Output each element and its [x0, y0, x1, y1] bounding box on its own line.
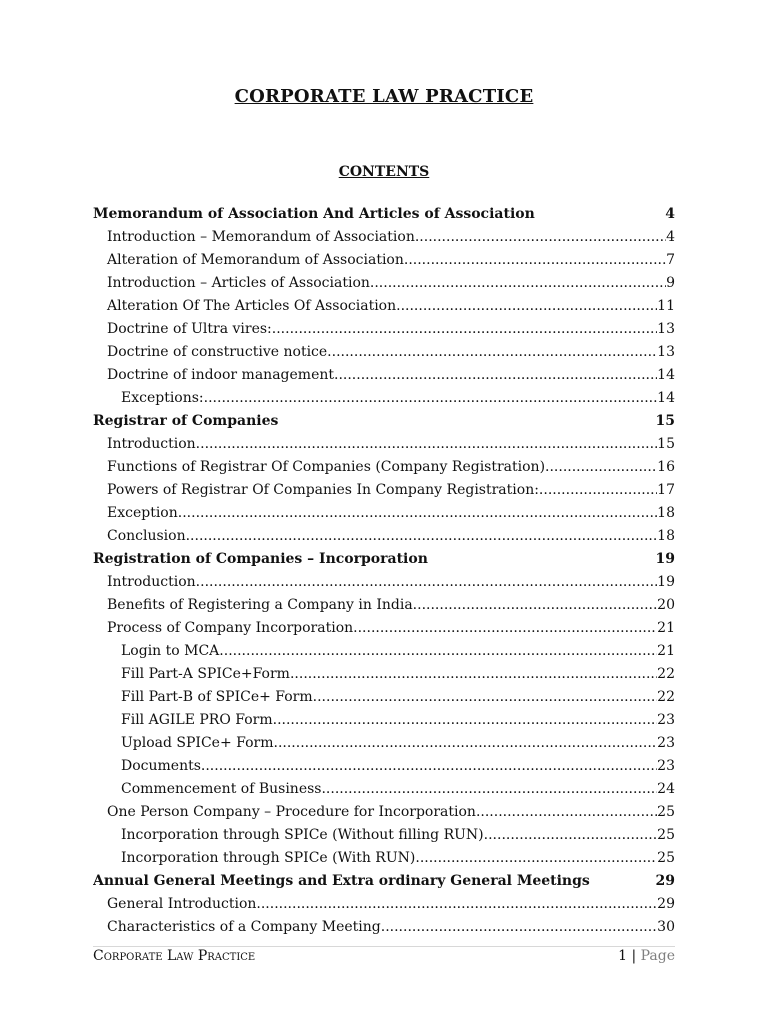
- toc-entry-label: Doctrine of indoor management: [107, 367, 334, 383]
- toc-dot-leader: [353, 617, 657, 640]
- toc-dot-leader: [484, 824, 658, 847]
- toc-entry-page-number: 22: [657, 666, 675, 682]
- toc-entry-label: Fill AGILE PRO Form: [121, 712, 273, 728]
- toc-entry-page-number: 9: [666, 275, 675, 291]
- toc-entry-page-number: 14: [657, 367, 675, 383]
- toc-dot-leader: [273, 709, 658, 732]
- toc-dot-leader: [545, 456, 657, 479]
- toc-entry-label: One Person Company – Procedure for Incorporation: [107, 804, 476, 820]
- toc-entry[interactable]: [93, 272, 675, 295]
- toc-entry[interactable]: [93, 893, 675, 916]
- toc-entry[interactable]: [93, 778, 675, 801]
- toc-entry-page-number: 13: [657, 344, 675, 360]
- toc-entry-page-number: 25: [657, 827, 675, 843]
- toc-entry[interactable]: [93, 571, 675, 594]
- toc-entry-page-number: 30: [657, 919, 675, 935]
- toc-entry[interactable]: [93, 456, 675, 479]
- toc-dot-leader: [396, 295, 657, 318]
- toc-entry-page-number: 14: [657, 390, 675, 406]
- toc-dot-leader: [415, 847, 657, 870]
- toc-entry-label: Login to MCA: [121, 643, 220, 659]
- toc-entry-label: Fill Part-B of SPICe+ Form: [121, 689, 313, 705]
- toc-entry-page-number: 21: [657, 643, 675, 659]
- toc-entry-label: Documents: [121, 758, 201, 774]
- toc-dot-leader: [415, 226, 666, 249]
- toc-entry[interactable]: [93, 502, 675, 525]
- toc-dot-leader: [290, 663, 657, 686]
- toc-section-heading[interactable]: [93, 548, 675, 571]
- toc-entry-page-number: 23: [657, 758, 675, 774]
- toc-entry-label: Exception: [107, 505, 178, 521]
- toc-entry-page-number: 4: [666, 229, 675, 245]
- toc-dot-leader: [381, 916, 657, 939]
- toc-entry[interactable]: [93, 318, 675, 341]
- toc-entry-label: Introduction: [107, 574, 196, 590]
- toc-dot-leader: [196, 433, 658, 456]
- toc-dot-leader: [321, 778, 657, 801]
- toc-entry[interactable]: [93, 249, 675, 272]
- toc-entry[interactable]: [93, 640, 675, 663]
- toc-entry[interactable]: [93, 433, 675, 456]
- toc-dot-leader: [272, 318, 657, 341]
- toc-entry-page-number: 20: [657, 597, 675, 613]
- toc-dot-leader: [196, 571, 658, 594]
- toc-entry[interactable]: [93, 801, 675, 824]
- table-of-contents: [93, 203, 675, 939]
- toc-dot-leader: [413, 594, 658, 617]
- toc-entry-page-number: 16: [657, 459, 675, 475]
- toc-entry-label: Process of Company Incorporation: [107, 620, 354, 636]
- toc-entry-page-number: 21: [657, 620, 675, 636]
- toc-dot-leader: [370, 272, 666, 295]
- toc-entry-label: Functions of Registrar Of Companies (Company Registration): [107, 459, 546, 475]
- toc-section-heading[interactable]: [93, 410, 675, 433]
- toc-entry-label: Doctrine of Ultra vires:: [107, 321, 272, 337]
- toc-section-heading[interactable]: [93, 203, 675, 226]
- footer-separator: |: [631, 948, 637, 964]
- toc-dot-leader: [201, 755, 657, 778]
- toc-entry-label: Characteristics of a Company Meeting: [107, 919, 381, 935]
- toc-dot-leader: [313, 686, 658, 709]
- document-title: CORPORATE LAW PRACTICE: [234, 86, 534, 107]
- toc-dot-leader: [476, 801, 657, 824]
- toc-entry-label: Incorporation through SPICe (With RUN): [121, 850, 416, 866]
- toc-entry-label: Registration of Companies – Incorporation: [93, 551, 428, 567]
- toc-dot-leader: [404, 249, 666, 272]
- toc-entry[interactable]: [93, 594, 675, 617]
- toc-dot-leader: [204, 387, 658, 410]
- toc-dot-leader: [539, 479, 657, 502]
- toc-entry-page-number: 24: [657, 781, 675, 797]
- toc-entry-label: Alteration of Memorandum of Association: [107, 252, 404, 268]
- toc-entry-page-number: 25: [657, 850, 675, 866]
- toc-entry-label: Introduction – Articles of Association: [107, 275, 370, 291]
- toc-dot-leader: [334, 364, 657, 387]
- toc-entry[interactable]: [93, 824, 675, 847]
- toc-entry[interactable]: [93, 663, 675, 686]
- footer-page-indicator: [618, 948, 675, 964]
- toc-entry-label: Alteration Of The Articles Of Association: [107, 298, 397, 314]
- toc-entry-page-number: 11: [657, 298, 675, 314]
- toc-entry-label: Conclusion: [107, 528, 186, 544]
- toc-entry[interactable]: [93, 686, 675, 709]
- toc-dot-leader: [327, 341, 657, 364]
- toc-entry-label: Introduction: [107, 436, 196, 452]
- toc-entry-label: Exceptions:: [121, 390, 204, 406]
- toc-entry[interactable]: [93, 732, 675, 755]
- toc-entry-page-number: 22: [657, 689, 675, 705]
- toc-entry-label: Memorandum of Association And Articles of Association: [93, 206, 535, 222]
- toc-entry-label: Doctrine of constructive notice: [107, 344, 328, 360]
- toc-entry[interactable]: [93, 916, 675, 939]
- toc-entry-page-number: 29: [657, 896, 675, 912]
- toc-entry-page-number: 15: [657, 436, 675, 452]
- footer-divider: [93, 946, 675, 947]
- toc-dot-leader: [256, 893, 657, 916]
- toc-entry-page-number: 15: [655, 413, 675, 429]
- toc-dot-leader: [274, 732, 658, 755]
- toc-entry-page-number: 17: [657, 482, 675, 498]
- toc-entry-label: Incorporation through SPICe (Without filling RUN): [121, 827, 484, 843]
- footer-page-label: Page: [640, 948, 675, 964]
- toc-entry-label: Commencement of Business: [121, 781, 322, 797]
- toc-entry[interactable]: [93, 341, 675, 364]
- toc-entry-page-number: 19: [655, 551, 675, 567]
- toc-dot-leader: [178, 502, 657, 525]
- toc-entry-page-number: 13: [657, 321, 675, 337]
- toc-entry-label: Registrar of Companies: [93, 413, 279, 429]
- toc-entry-page-number: 25: [657, 804, 675, 820]
- toc-entry-page-number: 7: [666, 252, 675, 268]
- toc-entry[interactable]: [93, 295, 675, 318]
- toc-entry[interactable]: [93, 847, 675, 870]
- toc-entry-page-number: 23: [657, 712, 675, 728]
- toc-entry-label: Powers of Registrar Of Companies In Company Registration:: [107, 482, 539, 498]
- toc-entry-page-number: 4: [665, 206, 675, 222]
- toc-entry[interactable]: [93, 387, 675, 410]
- toc-entry[interactable]: [93, 364, 675, 387]
- toc-entry[interactable]: [93, 479, 675, 502]
- toc-entry-page-number: 19: [657, 574, 675, 590]
- footer-page-number: 1: [618, 948, 627, 964]
- toc-entry[interactable]: [93, 226, 675, 249]
- toc-entry-page-number: 18: [657, 505, 675, 521]
- toc-entry-page-number: 18: [657, 528, 675, 544]
- toc-entry-label: Fill Part-A SPICe+Form: [121, 666, 290, 682]
- toc-entry[interactable]: [93, 755, 675, 778]
- toc-entry-label: Introduction – Memorandum of Association: [107, 229, 415, 245]
- footer-document-title: Corporate Law Practice: [93, 948, 256, 964]
- toc-section-heading[interactable]: [93, 870, 675, 893]
- toc-entry-label: Annual General Meetings and Extra ordinary General Meetings: [93, 873, 590, 889]
- toc-entry-page-number: 23: [657, 735, 675, 751]
- toc-entry-label: Upload SPICe+ Form: [121, 735, 274, 751]
- contents-heading: CONTENTS: [338, 164, 430, 180]
- toc-dot-leader: [186, 525, 658, 548]
- toc-dot-leader: [219, 640, 657, 663]
- toc-entry[interactable]: [93, 617, 675, 640]
- toc-entry[interactable]: [93, 709, 675, 732]
- toc-entry-label: Benefits of Registering a Company in India: [107, 597, 413, 613]
- toc-entry-page-number: 29: [655, 873, 675, 889]
- toc-entry-label: General Introduction: [107, 896, 257, 912]
- toc-entry[interactable]: [93, 525, 675, 548]
